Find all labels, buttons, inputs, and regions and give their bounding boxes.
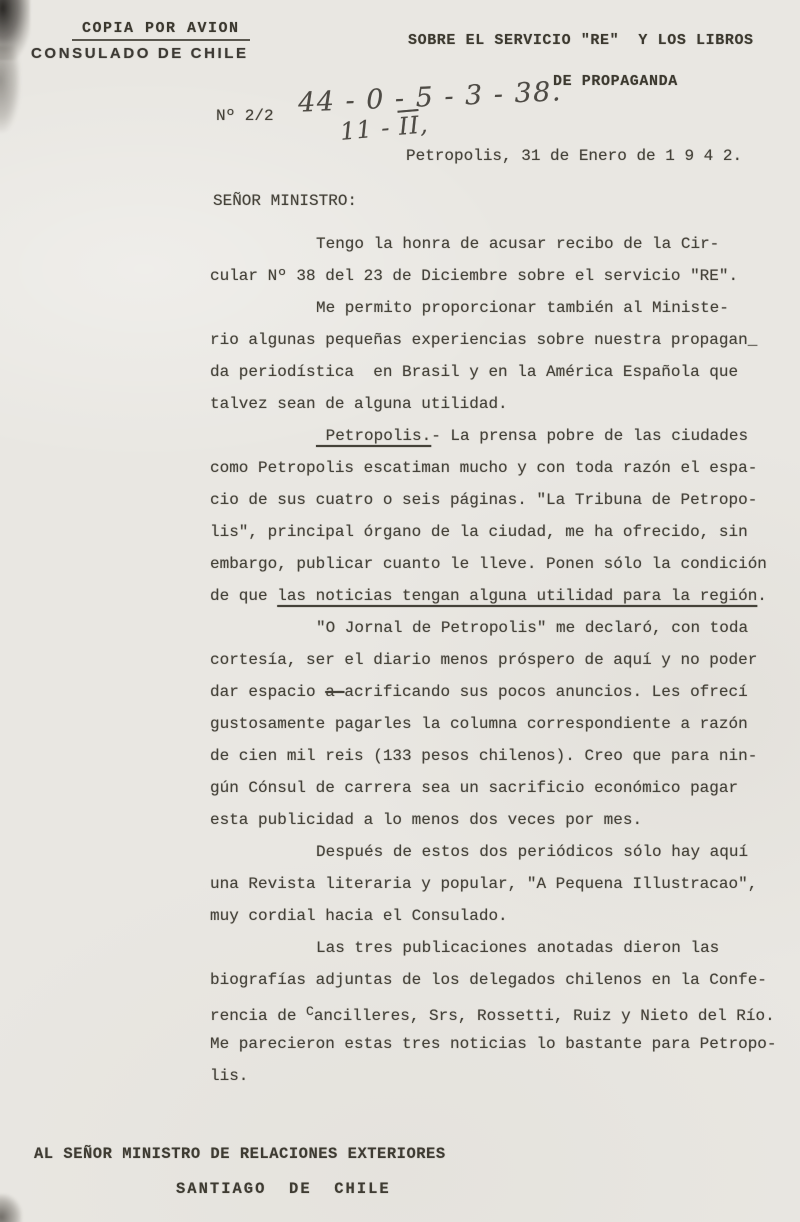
- letter-body: [210, 228, 785, 1092]
- letter-line: [210, 612, 785, 644]
- handwritten-annotation-2-prefix: 11 -: [338, 112, 401, 146]
- ink-stain-top-icon: [0, 0, 30, 60]
- letter-line: [210, 484, 785, 516]
- addressee-line-1: AL SEÑOR MINISTRO DE RELACIONES EXTERIORES: [34, 1145, 446, 1163]
- letter-line: [210, 644, 785, 676]
- text-run: embargo, publicar cuanto le lleve. Ponen sólo la condición: [210, 555, 767, 573]
- letter-line: [210, 548, 785, 580]
- text-run: - La prensa pobre de las ciudades: [431, 427, 749, 445]
- letter-line: [210, 1028, 785, 1060]
- text-run: Me parecieron estas tres noticias lo bastante para Petropo-: [210, 1035, 777, 1053]
- text-run: lis.: [210, 1067, 249, 1085]
- text-run: gún Cónsul de carrera sea un sacrificio económico pagar: [210, 779, 739, 797]
- dateline: Petropolis, 31 de Enero de 1 9 4 2.: [406, 147, 743, 165]
- text-run: biografías adjuntas de los delegados chilenos en la Confe-: [210, 971, 767, 989]
- letter-line: [210, 676, 785, 708]
- letter-line: [210, 228, 785, 260]
- text-run: una Revista literaria y popular, "A Pequena Illustracao",: [210, 875, 758, 893]
- handwritten-annotation-1: 44 - 0 - 5 - 3 - 38.: [297, 76, 563, 119]
- letter-line: [210, 324, 785, 356]
- handwritten-annotation-2-suffix: ,: [418, 110, 430, 139]
- text-run: de cien mil reis (133 pesos chilenos). Creo que para nin-: [210, 747, 758, 765]
- text-run: Después de estos dos periódicos sólo hay aquí: [316, 843, 749, 861]
- text-run: las noticias tengan alguna utilidad para la región: [277, 587, 758, 605]
- text-run: como Petropolis escatiman mucho y con toda razón el espa-: [210, 459, 758, 477]
- text-run: cular Nº 38 del 23 de Diciembre sobre el servicio "RE".: [210, 267, 739, 285]
- letter-line: [210, 804, 785, 836]
- copy-stamp: COPIA POR AVION: [72, 20, 250, 41]
- text-run: "O Jornal de Petropolis" me declaró, con toda: [316, 619, 749, 637]
- text-run: cio de sus cuatro o seis páginas. "La Tribuna de Petropo-: [210, 491, 758, 509]
- text-run: lis", principal órgano de la ciudad, me ha ofrecido, sin: [210, 523, 748, 541]
- letter-line: [210, 740, 785, 772]
- handwritten-roman-numeral: $\overline{II}$: [397, 110, 421, 141]
- letter-line: [210, 772, 785, 804]
- salutation: SEÑOR MINISTRO:: [213, 192, 358, 210]
- ink-stain-mid-icon: [0, 46, 20, 132]
- addressee-line-2: SANTIAGO DE CHILE: [176, 1180, 391, 1198]
- text-run: rio algunas pequeñas experiencias sobre nuestra propagan_: [210, 331, 758, 349]
- text-run: gustosamente pagarles la columna correspondiente a razón: [210, 715, 748, 733]
- text-run: Me permito proporcionar también al Ministe-: [316, 299, 729, 317]
- reference-number: Nº 2/2: [216, 107, 274, 125]
- letter-line: [210, 420, 785, 452]
- text-run: C: [306, 1004, 314, 1019]
- text-run: cortesía, ser el diario menos próspero de aquí y no poder: [210, 651, 758, 669]
- text-run: de que: [210, 587, 278, 605]
- text-run: esta publicidad a lo menos dos veces por mes.: [210, 811, 643, 829]
- text-run: Petropolis.: [316, 427, 432, 445]
- text-run: acrificando sus pocos anuncios. Les ofrecí: [344, 683, 748, 701]
- letter-line: [210, 868, 785, 900]
- text-run: Tengo la honra de acusar recibo de la Cir-: [316, 235, 720, 253]
- text-run: dar espacio: [210, 683, 326, 701]
- letter-line: [210, 260, 785, 292]
- text-run: rencia de: [210, 1007, 307, 1025]
- letter-line: [210, 292, 785, 324]
- letter-line: [210, 708, 785, 740]
- text-run: a-: [325, 683, 345, 701]
- text-run: talvez sean de alguna utilidad.: [210, 395, 508, 413]
- letter-line: [210, 900, 785, 932]
- consulate-stamp: CONSULADO DE CHILE: [31, 45, 249, 62]
- letter-line: [210, 1060, 785, 1092]
- letter-line: [210, 932, 785, 964]
- text-run: .: [757, 587, 767, 605]
- subject-line-1: SOBRE EL SERVICIO "RE" Y LOS LIBROS: [408, 32, 754, 49]
- text-run: ancilleres, Srs, Rossetti, Ruiz y Nieto del Río.: [313, 1007, 775, 1025]
- subject-line-2: DE PROPAGANDA: [553, 73, 678, 90]
- letter-line: [210, 388, 785, 420]
- letter-line: [210, 516, 785, 548]
- letter-line: [210, 580, 785, 612]
- letter-line: [210, 356, 785, 388]
- letter-line: [210, 964, 785, 996]
- ink-stain-bottom-icon: [0, 1194, 22, 1222]
- text-run: muy cordial hacia el Consulado.: [210, 907, 508, 925]
- text-run: Las tres publicaciones anotadas dieron las: [316, 939, 720, 957]
- letter-line: [210, 996, 785, 1028]
- letter-line: [210, 452, 785, 484]
- text-run: da periodística en Brasil y en la América Española que: [210, 363, 739, 381]
- letter-line: [210, 836, 785, 868]
